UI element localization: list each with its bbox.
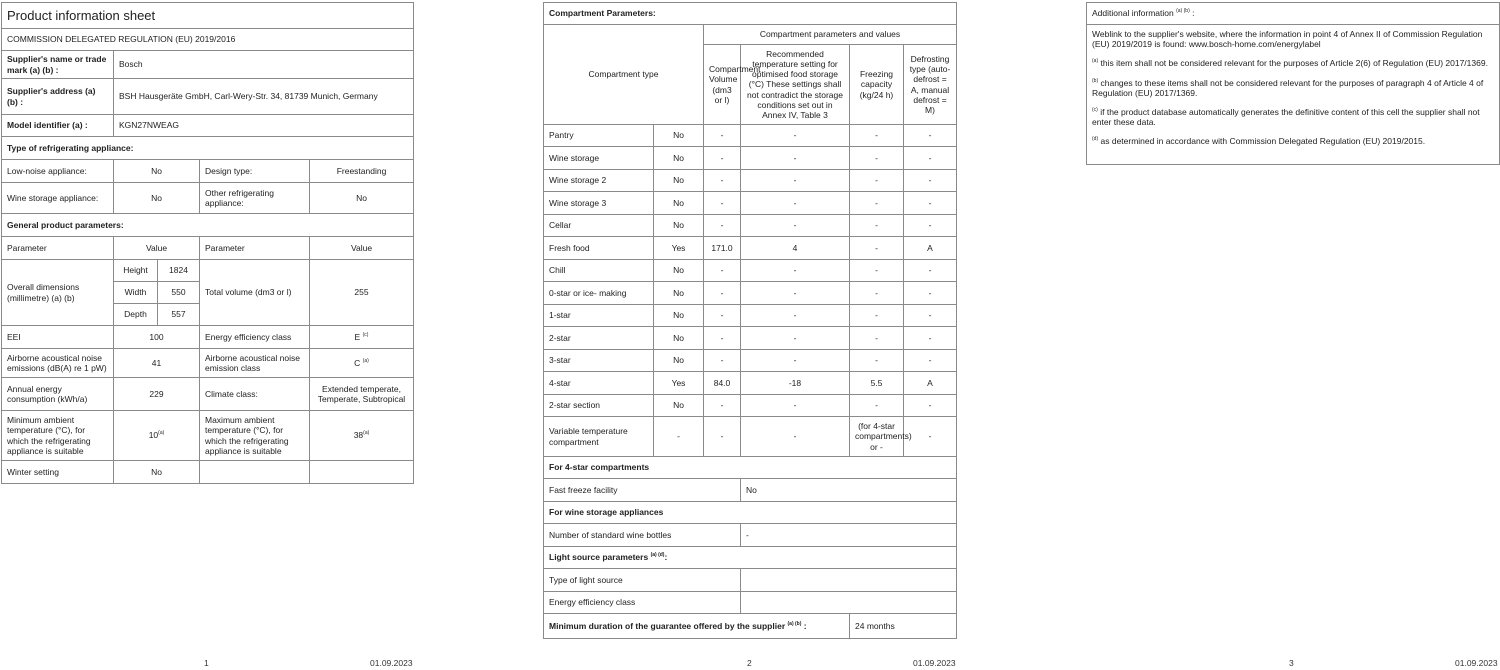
bottles-label: Number of standard wine bottles (544, 524, 741, 547)
total-volume-value: 255 (310, 260, 414, 326)
compartment-defrost: - (904, 192, 957, 215)
page-number-3: 3 (1289, 658, 1294, 668)
compartment-freezing: - (850, 395, 904, 417)
compartment-volume: - (704, 260, 741, 282)
param-header: Parameter (2, 237, 114, 260)
wine-heading: For wine storage appliances (544, 502, 957, 524)
compartment-volume: - (704, 170, 741, 192)
compartment-freezing: - (850, 125, 904, 147)
compartment-name: 4-star (544, 372, 654, 395)
winter-empty-2 (310, 461, 414, 484)
general-heading: General product parameters: (2, 214, 414, 237)
compartment-heading: Compartment Parameters: (544, 3, 957, 25)
compartment-temp: - (741, 327, 850, 350)
value-header: Value (114, 237, 200, 260)
bottles-value: - (741, 524, 957, 547)
depth-label: Depth (114, 304, 158, 326)
compartment-temp: - (741, 215, 850, 237)
light-class-label: Energy efficiency class (544, 592, 741, 614)
compartment-defrost: - (904, 327, 957, 350)
climate-class-value: Extended temperate, Temperate, Subtropical (310, 378, 414, 411)
other-refrig-label: Other refrigerating appliance: (200, 183, 310, 214)
width-label: Width (114, 282, 158, 304)
type-heading: Type of refrigerating appliance: (2, 137, 414, 160)
compartment-volume: - (704, 125, 741, 147)
compartment-defrost: - (904, 305, 957, 327)
compartment-temp: - (741, 417, 850, 457)
compartment-volume: - (704, 350, 741, 372)
min-temp-label: Minimum ambient temperature (°C), for which the refrigerating appliance is suitable (2, 411, 114, 461)
compartment-present: No (654, 395, 704, 417)
compartment-temp: - (741, 395, 850, 417)
table-row (544, 260, 957, 282)
compartment-present: No (654, 147, 704, 170)
compartment-freezing: - (850, 147, 904, 170)
noise-class-label: Airborne acoustical noise emission class (200, 349, 310, 378)
light-type-label: Type of light source (544, 569, 741, 592)
compartment-freezing: - (850, 327, 904, 350)
model-value: KGN27NWEAG (114, 115, 414, 137)
defrost-header: Defrosting type (auto-defrost = A, manual defrost = M) (904, 45, 957, 125)
compartment-temp: 4 (741, 237, 850, 260)
design-type-value: Freestanding (310, 160, 414, 183)
table-row (544, 170, 957, 192)
page-date-3: 01.09.2023 (1455, 658, 1498, 668)
volume-header: Compartment Volume (dm3 or l) (704, 45, 741, 125)
compartment-volume: - (704, 192, 741, 215)
supplier-address-value: BSH Hausgeräte GmbH, Carl-Wery-Str. 34, 81739 Munich, Germany (114, 79, 414, 115)
compartment-temp: - (741, 305, 850, 327)
table-row (544, 147, 957, 170)
value-header-2: Value (310, 237, 414, 260)
height-value: 1824 (158, 260, 200, 282)
energy-class-value: E $^{(c)}$ (310, 326, 414, 349)
compartment-temp: - (741, 260, 850, 282)
winter-label: Winter setting (2, 461, 114, 484)
page-date-1: 01.09.2023 (370, 658, 413, 668)
model-label: Model identifier (a) : (2, 115, 114, 137)
compartment-name: 2-star (544, 327, 654, 350)
compartment-defrost: - (904, 417, 957, 457)
compartment-name: 3-star (544, 350, 654, 372)
annual-energy-value: 229 (114, 378, 200, 411)
compartment-present: Yes (654, 372, 704, 395)
compartment-volume: 171.0 (704, 237, 741, 260)
table-row (544, 282, 957, 305)
compartment-defrost: A (904, 237, 957, 260)
compartment-present: No (654, 282, 704, 305)
table-row (544, 395, 957, 417)
compartment-table (543, 2, 957, 639)
eei-value: 100 (114, 326, 200, 349)
wine-storage-value: No (114, 183, 200, 214)
design-type-label: Design type: (200, 160, 310, 183)
param-header-2: Parameter (200, 237, 310, 260)
compartment-name: Chill (544, 260, 654, 282)
compartment-present: No (654, 170, 704, 192)
width-value: 550 (158, 282, 200, 304)
compartment-volume: - (704, 147, 741, 170)
compartment-freezing: - (850, 192, 904, 215)
footnote-c: $^{(c)}$ if the product database automatically generates the definitive content of this cell the supplier shall not enter these data. (1092, 106, 1480, 128)
winter-value: No (114, 461, 200, 484)
compartment-volume: - (704, 395, 741, 417)
fast-freeze-value: No (741, 479, 957, 502)
compartment-volume: - (704, 282, 741, 305)
light-heading: Light source parameters $^{(a) (d)}$: (544, 547, 957, 569)
page-date-2: 01.09.2023 (913, 658, 956, 668)
noise-class-value: C $^{(a)}$ (310, 349, 414, 378)
compartment-present: - (654, 417, 704, 457)
noise-emissions-label: Airborne acoustical noise emissions (dB(A) re 1 pW) (2, 349, 114, 378)
table-row (544, 305, 957, 327)
fast-freeze-label: Fast freeze facility (544, 479, 741, 502)
guarantee-value: 24 months (850, 614, 957, 639)
compartment-name: Wine storage 2 (544, 170, 654, 192)
product-info-table (1, 2, 414, 484)
winter-empty-1 (200, 461, 310, 484)
additional-notes-cell (1087, 25, 1500, 165)
compartment-present: No (654, 215, 704, 237)
compartment-volume: - (704, 417, 741, 457)
wine-storage-label: Wine storage appliance: (2, 183, 114, 214)
additional-info-table (1086, 2, 1500, 165)
compartment-name: Cellar (544, 215, 654, 237)
other-refrig-value: No (310, 183, 414, 214)
compartment-defrost: - (904, 395, 957, 417)
weblink-text: Weblink to the supplier's website, where the information in point 4 of Annex II of Commission Regulation (EU) 2019/2019 is found: www.bosch-home.com/energylabel (1092, 29, 1483, 50)
compartment-defrost: - (904, 350, 957, 372)
energy-class-label: Energy efficiency class (200, 326, 310, 349)
footnote-b: $^{(b)}$ changes to these items shall not be considered relevant for the purposes of paragraph 4 of Article 4 of Regulation (EU) 2017/1369. (1092, 77, 1484, 98)
compartment-freezing: (for 4-star compartments) or - (850, 417, 904, 457)
compartment-freezing: - (850, 215, 904, 237)
freezing-header: Freezing capacity (kg/24 h) (850, 45, 904, 125)
compartment-name: 2-star section (544, 395, 654, 417)
guarantee-label: Minimum duration of the guarantee offered by the supplier $^{(a) (b)}$ : (544, 614, 850, 639)
max-temp-value: 38$^{(a)}$ (310, 411, 414, 461)
compartment-temp: - (741, 350, 850, 372)
compartment-defrost: - (904, 215, 957, 237)
regulation-label: COMMISSION DELEGATED REGULATION (EU) 2019/2016 (2, 29, 414, 51)
compartment-params-header: Compartment parameters and values (704, 25, 957, 45)
compartment-name: Wine storage 3 (544, 192, 654, 215)
climate-class-label: Climate class: (200, 378, 310, 411)
low-noise-label: Low-noise appliance: (2, 160, 114, 183)
compartment-present: No (654, 327, 704, 350)
additional-heading: Additional information $^{(a) (b)}$ : (1087, 3, 1500, 25)
compartment-volume: - (704, 327, 741, 350)
compartment-defrost: - (904, 147, 957, 170)
compartment-name: Variable temperature compartment (544, 417, 654, 457)
table-row (544, 417, 957, 457)
table-row (544, 125, 957, 147)
compartment-temp: - (741, 192, 850, 215)
temp-header: Recommended temperature setting for optimised food storage (°C) These settings shall not contradict the storage conditions set out in Annex IV, Table 3 (741, 45, 850, 125)
compartment-present: Yes (654, 237, 704, 260)
eei-label: EEI (2, 326, 114, 349)
compartment-volume: - (704, 305, 741, 327)
supplier-address-label: Supplier's address (a) (b) : (2, 79, 114, 115)
compartment-defrost: A (904, 372, 957, 395)
noise-emissions-value: 41 (114, 349, 200, 378)
max-temp-label: Maximum ambient temperature (°C), for which the refrigerating appliance is suitable (200, 411, 310, 461)
sheet-title: Product information sheet (2, 3, 414, 29)
table-row (544, 192, 957, 215)
table-row (544, 215, 957, 237)
compartment-temp: -18 (741, 372, 850, 395)
depth-value: 557 (158, 304, 200, 326)
compartment-temp: - (741, 282, 850, 305)
compartment-temp: - (741, 170, 850, 192)
page-number-2: 2 (747, 658, 752, 668)
compartment-temp: - (741, 125, 850, 147)
annual-energy-label: Annual energy consumption (kWh/a) (2, 378, 114, 411)
light-class-value (741, 592, 957, 614)
footnote-d: $^{(d)}$ as determined in accordance with Commission Delegated Regulation (EU) 2019/2015. (1092, 136, 1426, 147)
compartment-name: 1-star (544, 305, 654, 327)
compartment-defrost: - (904, 125, 957, 147)
compartment-defrost: - (904, 260, 957, 282)
compartment-name: 0-star or ice- making (544, 282, 654, 305)
four-star-heading: For 4-star compartments (544, 457, 957, 479)
compartment-freezing: 5.5 (850, 372, 904, 395)
compartment-present: No (654, 125, 704, 147)
compartment-name: Wine storage (544, 147, 654, 170)
compartment-name: Fresh food (544, 237, 654, 260)
total-volume-label: Total volume (dm3 or l) (200, 260, 310, 326)
min-temp-value: 10$^{(a)}$ (114, 411, 200, 461)
dimensions-label: Overall dimensions (millimetre) (a) (b) (2, 260, 114, 326)
page-number-1: 1 (204, 658, 209, 668)
compartment-volume: 84.0 (704, 372, 741, 395)
compartment-freezing: - (850, 170, 904, 192)
compartment-name: Pantry (544, 125, 654, 147)
low-noise-value: No (114, 160, 200, 183)
table-row (544, 372, 957, 395)
compartment-freezing: - (850, 237, 904, 260)
supplier-name-label: Supplier's name or trade mark (a) (b) : (2, 51, 114, 79)
compartment-volume: - (704, 215, 741, 237)
compartment-freezing: - (850, 282, 904, 305)
compartment-defrost: - (904, 170, 957, 192)
footnote-a: $^{(a)}$ this item shall not be considered relevant for the purposes of Article 2(6) of Regulation (EU) 2017/1369. (1092, 58, 1488, 69)
supplier-name-value: Bosch (114, 51, 414, 79)
compartment-freezing: - (850, 305, 904, 327)
compartment-present: No (654, 192, 704, 215)
height-label: Height (114, 260, 158, 282)
compartment-present: No (654, 350, 704, 372)
compartment-temp: - (741, 147, 850, 170)
compartment-freezing: - (850, 350, 904, 372)
table-row (544, 350, 957, 372)
light-type-value (741, 569, 957, 592)
compartment-present: No (654, 305, 704, 327)
compartment-freezing: - (850, 260, 904, 282)
compartment-type-header: Compartment type (544, 25, 704, 125)
compartment-rows (544, 125, 957, 457)
compartment-defrost: - (904, 282, 957, 305)
table-row (544, 237, 957, 260)
table-row (544, 327, 957, 350)
compartment-present: No (654, 260, 704, 282)
